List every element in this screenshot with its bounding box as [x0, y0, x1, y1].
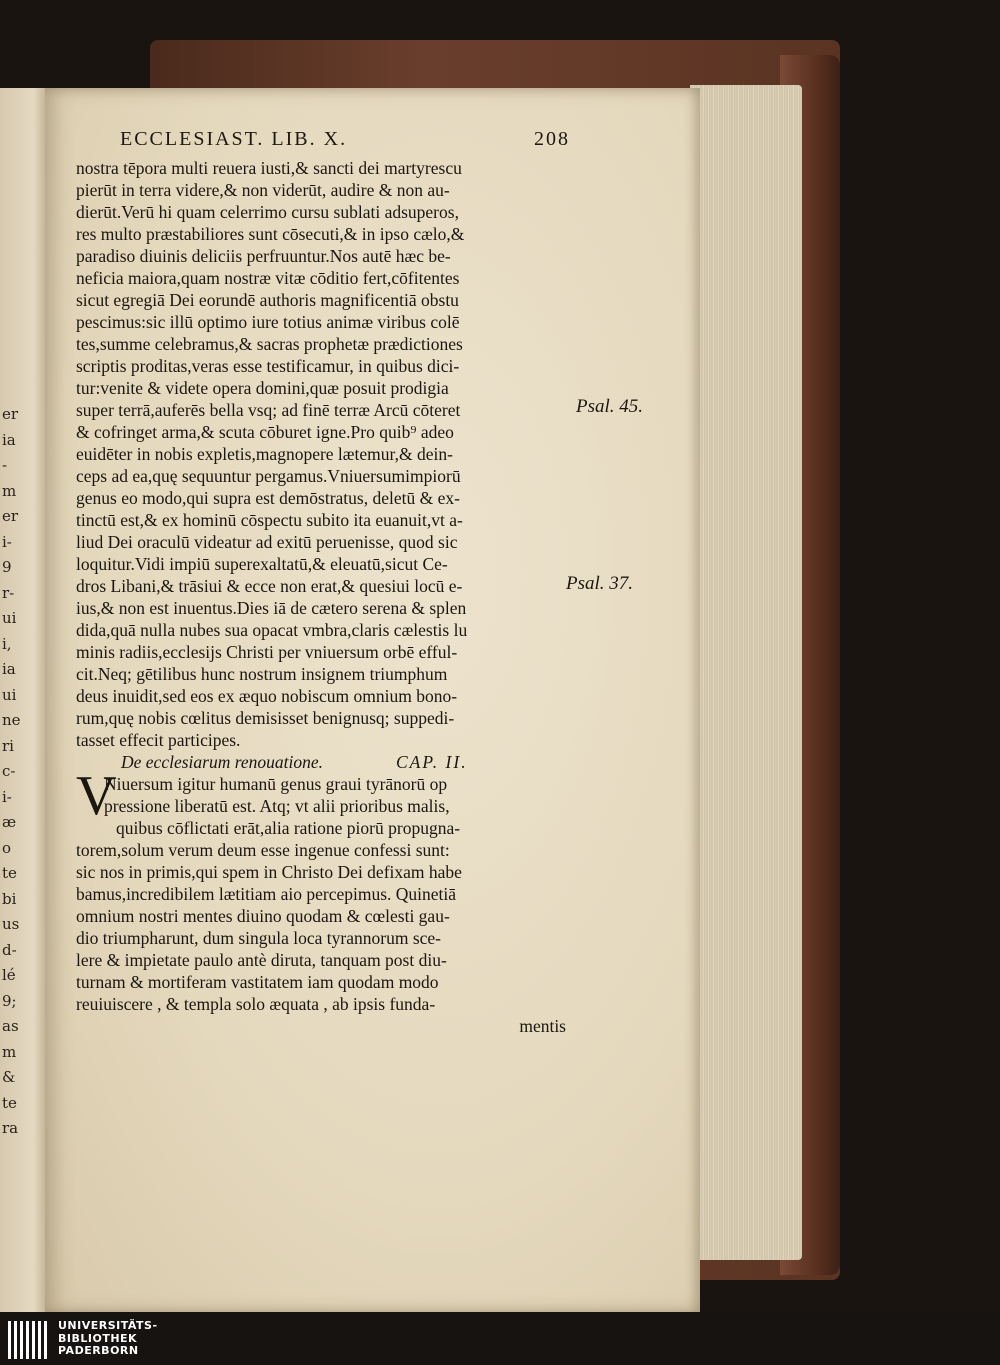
text-line: sic nos in primis,qui spem in Christo Dei defixam habe [76, 862, 462, 882]
left-page-fragment: o [2, 838, 12, 857]
left-page-fragment: te [2, 1093, 17, 1112]
text-line: torem,solum verum deum esse ingenue confessi sunt: [76, 840, 450, 860]
text-line: pressione liberatū est. Atq; vt alii prioribus malis, [104, 796, 450, 816]
text-line: pescimus:sic illū optimo iure totius animæ viribus colē [76, 312, 460, 332]
text-line: reuiuiscere , & templa solo æquata , ab ipsis funda- [76, 994, 436, 1014]
text-line: tinctū est,& ex hominū cōspectu subito ita euanuit,vt a- [76, 510, 463, 530]
left-page-fragment: ia [2, 660, 16, 678]
text-line: scriptis proditas,veras esse testificamur, in quibus dici- [76, 356, 460, 376]
left-page-fragment: æ [2, 813, 17, 831]
text-line: dros Libani,& trāsiui & ecce non erat,& quesiui locū e- [76, 576, 463, 596]
institution-line: UNIVERSITÄTS- [58, 1319, 158, 1332]
text-line: quibus cōflictati erāt,alia ratione piorū propugna- [116, 818, 461, 838]
text-line: sicut egregiā Dei eorundē authoris magnificentiā obstu [76, 290, 459, 310]
text-line: tasset effecit participes. [76, 730, 241, 750]
text-line: lere & impietate paulo antè diruta, tanquam post diu- [76, 950, 447, 970]
text-line: cit.Neq; gētilibus hunc nostrum insignem triumphum [76, 664, 448, 684]
text-line: dida,quā nulla nubes sua opacat vmbra,claris cælestis lu [76, 620, 468, 640]
left-page-fragment: i, [2, 634, 12, 653]
institution-line: BIBLIOTHEK [58, 1331, 138, 1345]
chapter-heading [76, 751, 566, 773]
left-page-fragment: - [2, 456, 8, 474]
university-library-logo-icon [6, 1319, 48, 1361]
left-page-fragment: er [2, 405, 19, 423]
text-line: omnium nostri mentes diuino quodam & cœlesti gau- [76, 906, 450, 926]
left-page-fragment: us [2, 915, 20, 933]
text-part-1 [76, 157, 566, 751]
left-page-fragment: i- [2, 532, 12, 551]
institution-name [58, 1320, 158, 1358]
text-line: tur:venite & videte opera domini,quæ posuit prodigia [76, 378, 449, 398]
margin-note: Psal. 45. [576, 396, 644, 417]
text-part-2 [76, 765, 566, 1015]
text-line: Niuersum igitur humanū genus graui tyrānorū op [104, 774, 448, 794]
institution-line: PADERBORN [58, 1344, 139, 1357]
left-page-fragment: ra [2, 1119, 19, 1137]
left-page-fragment: ui [2, 685, 17, 704]
chapter-opening [76, 765, 566, 1015]
text-line: minis radiis,ecclesijs Christi per vniuersum orbē efful- [76, 642, 458, 662]
left-page [0, 88, 48, 1312]
page-number: 208 [534, 128, 570, 150]
left-page-fragment: lé [2, 966, 16, 984]
drop-initial: V [76, 765, 117, 827]
left-page-fragment: m [2, 481, 17, 500]
left-page-fragment: 9; [2, 991, 17, 1010]
left-page-fragment: r- [2, 583, 15, 602]
text-line: dierūt.Verū hi quam celerrimo cursu sublati adsuperos, [76, 202, 459, 222]
left-page-fragment: 9 [2, 558, 12, 576]
text-line: liud Dei oraculū videatur ad exitū peruenisse, quod sic [76, 532, 458, 552]
text-line: rum,quę nobis cœlitus demisisset benignusq; suppedi- [76, 708, 455, 728]
text-line: super terrā,auferēs bella vsq; ad finē terræ Arcū cōteret [76, 400, 461, 420]
left-page-fragment: i- [2, 787, 12, 806]
text-line: deus inuidit,sed eos ex æquo nobiscum omnium bono- [76, 686, 458, 706]
left-page-fragment: er [2, 507, 19, 525]
left-page-fragment: as [2, 1017, 19, 1035]
text-line: neficia maiora,quam nostræ vitæ cōditio fert,cōfitentes [76, 268, 460, 288]
page-edges [690, 85, 802, 1260]
left-page-fragment: ia [2, 430, 16, 449]
left-page-fragment: ne [2, 711, 21, 729]
left-page-fragment: bi [2, 889, 17, 908]
left-page-fragment: ui [2, 609, 17, 627]
chapter-title: De ecclesiarum renouatione. [121, 752, 324, 772]
left-page-fragment: te [2, 864, 17, 882]
text-line: dio triumpharunt, dum singula loca tyrannorum sce- [76, 928, 441, 948]
text-line: & cofringet arma,& scuta cōburet igne.Pro quib⁹ adeo [76, 422, 454, 442]
page-header [120, 128, 570, 154]
left-page-fragment: & [2, 1068, 16, 1086]
left-page-fragment: d- [2, 940, 17, 959]
footer-bar [0, 1312, 1000, 1365]
text-line: loquitur.Vidi impiū superexaltatū,& eleuatū,sicut Ce- [76, 554, 448, 574]
chapter-number: CAP. II. [396, 752, 468, 772]
text-line: bamus,incredibilem lætitiam aio percepimus. Quinetiā [76, 884, 457, 904]
catchword: mentis [519, 1016, 566, 1036]
left-page-fragment: ri [2, 736, 14, 755]
text-line: nostra tēpora multi reuera iusti,& sancti dei martyrescu [76, 158, 462, 178]
text-line: pierūt in terra videre,& non viderūt, audire & non au- [76, 180, 450, 200]
text-line: turnam & mortiferam vastitatem iam quodam modo [76, 972, 439, 992]
text-line: ius,& non est inuentus.Dies iā de cætero serena & splen [76, 598, 467, 618]
left-page-fragment: c- [2, 762, 16, 780]
text-line: euidēter in nobis expletis,magnopere lætemur,& dein- [76, 444, 453, 464]
text-line: res multo præstabiliores sunt cōsecuti,& in ipso cælo,& [76, 224, 465, 244]
text-line: genus eo modo,qui supra est demōstratus, deletū & ex- [76, 488, 460, 508]
left-page-fragment: m [2, 1042, 17, 1061]
running-head: ECCLESIAST. LIB. X. [120, 128, 348, 150]
margin-note: Psal. 37. [566, 573, 634, 594]
text-line: ceps ad ea,quę sequuntur pergamus.Vniuersumimpiorū [76, 466, 461, 486]
text-line: tes,summe celebramus,& sacras prophetæ prædictiones [76, 334, 463, 354]
text-line: paradiso diuinis deliciis perfruuntur.Nos autē hæc be- [76, 246, 451, 266]
body-text [76, 157, 566, 1037]
